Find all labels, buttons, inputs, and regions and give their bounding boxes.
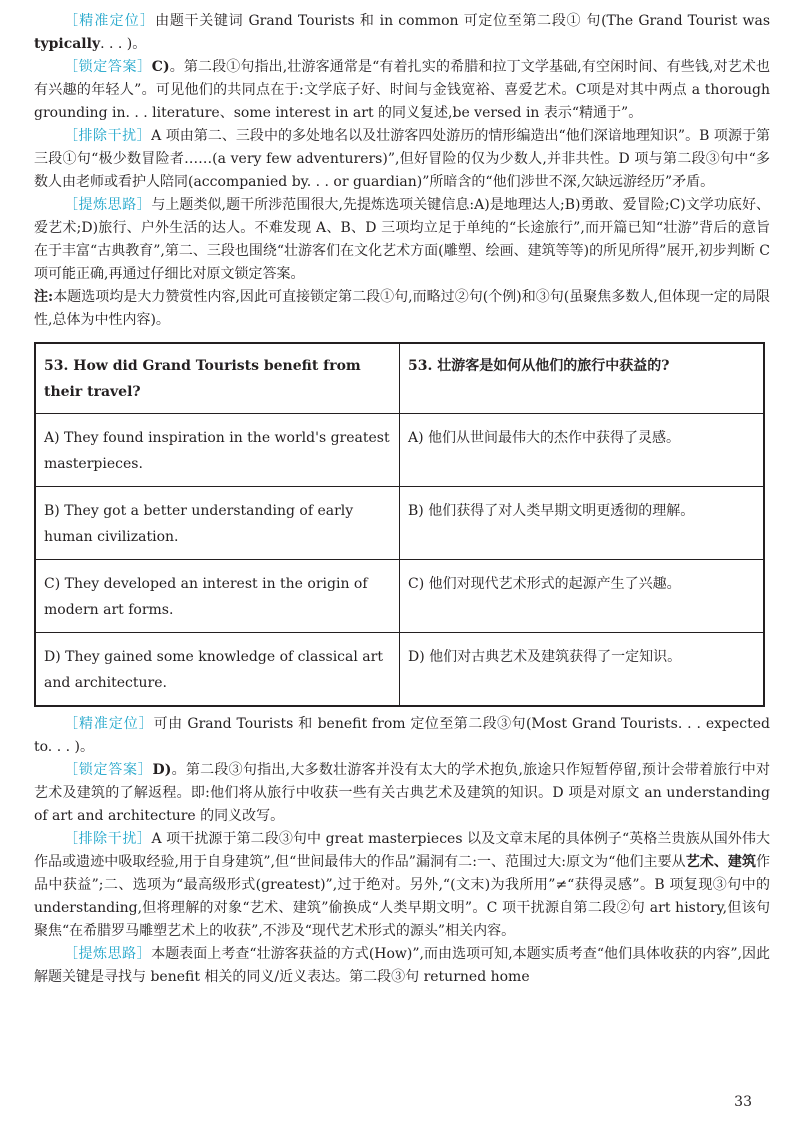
table-row bbox=[35, 343, 764, 414]
option-a-zh: A) 他们从世间最伟大的杰作中获得了灵感。 bbox=[400, 414, 765, 487]
paragraph-locate-53 bbox=[34, 713, 770, 759]
paragraph-answer-53 bbox=[34, 759, 770, 828]
section-tag: ［精准定位］ bbox=[64, 716, 154, 732]
paragraph-text: . . . )。 bbox=[100, 36, 147, 52]
paragraph-thinking-53 bbox=[34, 943, 770, 989]
paragraph-note-52 bbox=[34, 286, 770, 332]
question-zh: 53. 壮游客是如何从他们的旅行中获益的? bbox=[400, 343, 765, 414]
paragraph-thinking-52 bbox=[34, 194, 770, 286]
answer-letter: C) bbox=[151, 59, 170, 75]
paragraph-text: A 项干扰源于第二段③句中 great masterpieces 以及文章末尾的具体例子“英格兰贵族从国外伟大作品或遗迹中吸取经验,用于自身建筑”,但“世间最伟大的作品”漏洞有二:一、范围过大:原文为“他们主要从 bbox=[34, 831, 770, 870]
section-tag: ［提炼思路］ bbox=[64, 197, 152, 213]
option-d-zh: D) 他们对古典艺术及建筑获得了一定知识。 bbox=[400, 633, 765, 707]
paragraph-exclude-53 bbox=[34, 828, 770, 943]
paragraph-text: 本题表面上考查“壮游客获益的方式(How)”,而由选项可知,本题实质考查“他们具体收获的内容”,因此解题关键是寻找与 benefit 相关的同义/近义表达。第二段③句 returned home bbox=[34, 946, 770, 985]
table-row bbox=[35, 487, 764, 560]
paragraph-locate-52 bbox=[34, 10, 770, 56]
option-a-en: A) They found inspiration in the world's greatest masterpieces. bbox=[35, 414, 400, 487]
paragraph-text: A 项由第二、三段中的多处地名以及壮游客四处游历的情形编造出“他们深谙地理知识”。B 项源于第三段①句“极少数冒险者……(a very few adventurers)”,但好冒险的仅为少数人,并非共性。D 项与第二段③句中“多数人由老师或看护人陪同(accompanied by. . . or guardian)”所暗含的“他们涉世不深,欠缺远游经历”矛盾。 bbox=[34, 128, 770, 190]
section-tag: ［锁定答案］ bbox=[64, 762, 153, 778]
section-tag: ［排除干扰］ bbox=[64, 128, 152, 144]
paragraph-text: 本题选项均是大力赞赏性内容,因此可直接锁定第二段①句,而略过②句(个例)和③句(虽聚焦多数人,但体现一定的局限性,总体为中性内容)。 bbox=[34, 289, 770, 328]
paragraph-answer-52 bbox=[34, 56, 770, 125]
section-tag: ［锁定答案］ bbox=[64, 59, 152, 75]
note-label: 注: bbox=[34, 289, 54, 305]
paragraph-text: 。第二段①句指出,壮游客通常是“有着扎实的希腊和拉丁文学基础,有空闲时间、有些钱,对艺术也有兴趣的年轻人”。可见他们的共同点在于:文学底子好、时间与金钱宽裕、喜爱艺术。C项是对其中两点 a thorough grounding in. . . literature、some interest in art 的同义复述,be versed in 表示“精通于”。 bbox=[34, 59, 770, 121]
bold-text: 艺术、建筑 bbox=[685, 854, 756, 870]
answer-letter: D) bbox=[152, 762, 172, 778]
section-tag: ［精准定位］ bbox=[64, 13, 156, 29]
paragraph-text: 与上题类似,题干所涉范围很大,先提炼选项关键信息:A)是地理达人;B)勇敢、爱冒险;C)文学功底好、爱艺术;D)旅行、户外生活的达人。不难发现 A、B、D 三项均立足于单纯的“长途旅行”,而开篇已知“壮游”背后的意旨在于丰富“古典教育”,第二、三段也围绕“壮游客们在文化艺术方面(雕塑、绘画、建筑等等)的所见所得”展开,初步判断 C 项可能正确,再通过仔细比对原文锁定答案。 bbox=[34, 197, 771, 282]
option-c-en: C) They developed an interest in the origin of modern art forms. bbox=[35, 560, 400, 633]
paragraph-text: 由题干关键词 Grand Tourists 和 in common 可定位至第二段① 句(The Grand Tourist was bbox=[155, 13, 771, 29]
table-row bbox=[35, 633, 764, 707]
bold-text: typically bbox=[34, 36, 101, 52]
paragraph-text: 作品中获益”;二、选项为“最高级形式(greatest)”,过于绝对。另外,“(文末)为我所用”≠“获得灵感”。B 项复现③句中的 understanding,但将理解的对象“艺术、建筑”偷换成“人类早期文明”。C 项干扰源自第二段②句 art history,但该句聚焦“在希腊罗马雕塑艺术上的收获”,不涉及“现代艺术形式的源头”相关内容。 bbox=[34, 854, 770, 939]
option-d-en: D) They gained some knowledge of classical art and architecture. bbox=[35, 633, 400, 707]
question-en: 53. How did Grand Tourists benefit from their travel? bbox=[35, 343, 400, 414]
option-c-zh: C) 他们对现代艺术形式的起源产生了兴趣。 bbox=[400, 560, 765, 633]
question-53-table bbox=[34, 342, 765, 707]
paragraph-exclude-52 bbox=[34, 125, 770, 194]
section-tag: ［提炼思路］ bbox=[64, 946, 152, 962]
table-row bbox=[35, 414, 764, 487]
option-b-en: B) They got a better understanding of early human civilization. bbox=[35, 487, 400, 560]
paragraph-text: 可由 Grand Tourists 和 benefit from 定位至第二段③句(Most Grand Tourists. . . expected to. . . )。 bbox=[34, 716, 770, 755]
paragraph-text: 。第二段③句指出,大多数壮游客并没有太大的学术抱负,旅途只作短暂停留,预计会带着旅行中对艺术及建筑的了解返程。即:他们将从旅行中收获一些有关古典艺术及建筑的知识。D 项是对原文 an understanding of art and architecture 的同义改写。 bbox=[34, 762, 770, 824]
option-b-zh: B) 他们获得了对人类早期文明更透彻的理解。 bbox=[400, 487, 765, 560]
section-tag: ［排除干扰］ bbox=[64, 831, 152, 847]
table-row bbox=[35, 560, 764, 633]
page-number: 33 bbox=[734, 1094, 752, 1110]
